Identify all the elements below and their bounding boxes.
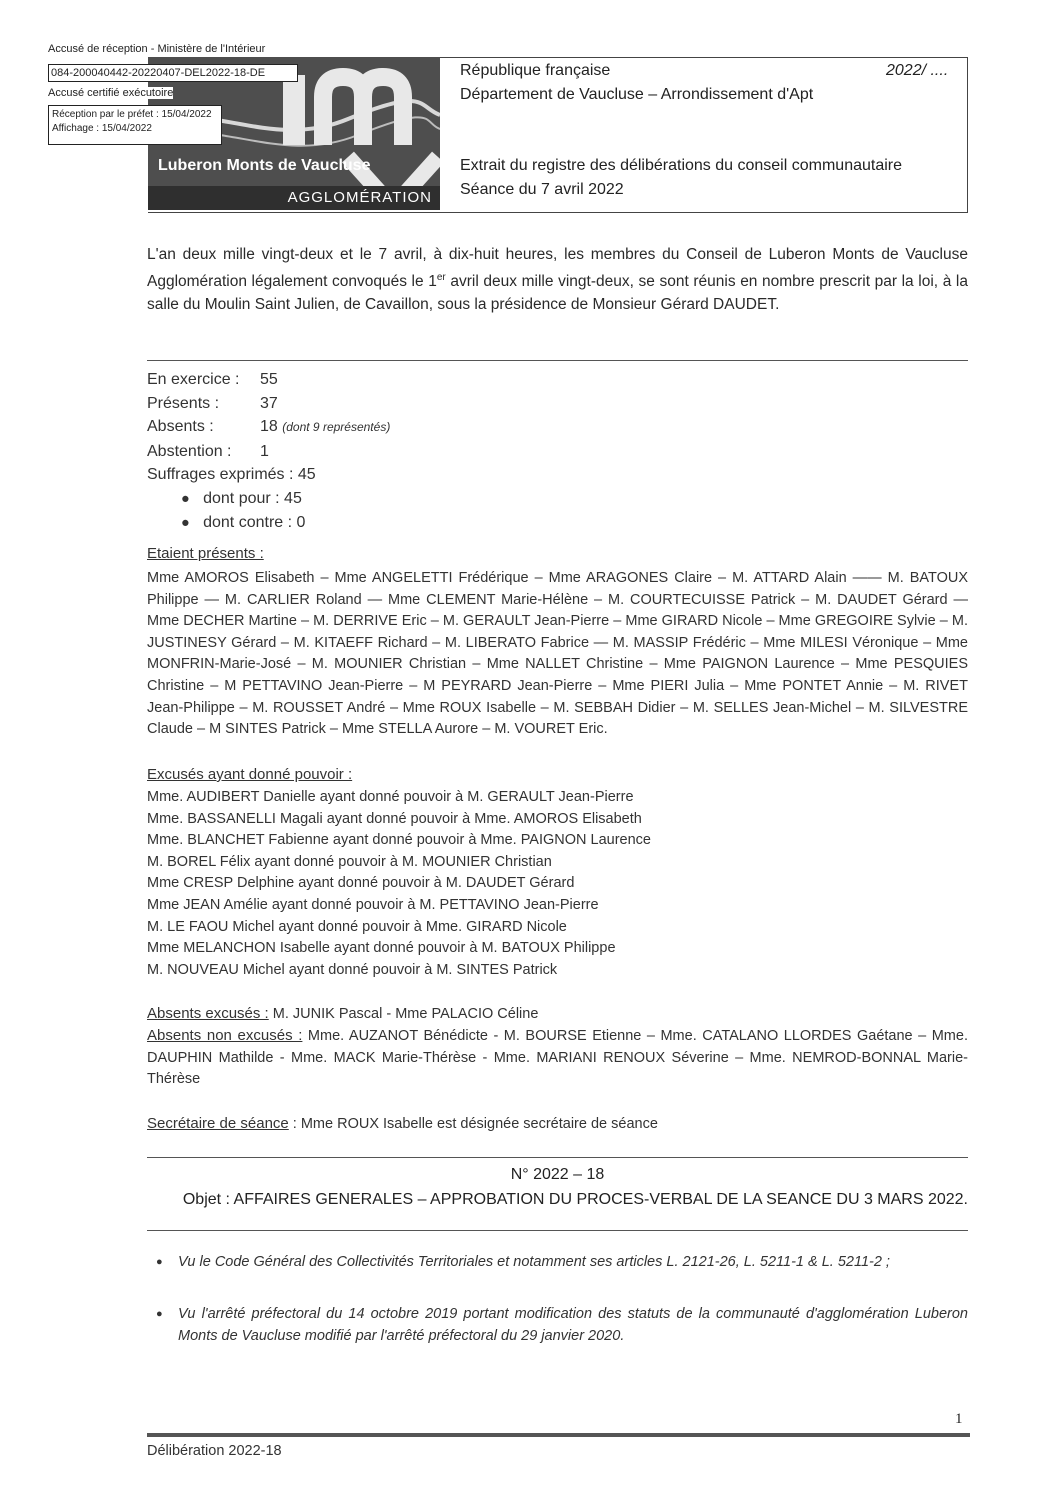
- stamp-id: 084-200040442-20220407-DEL2022-18-DE: [48, 64, 298, 82]
- logo-name: Luberon Monts de Vaucluse: [158, 157, 371, 174]
- visa-item: ● Vu l'arrêté préfectoral du 14 octobre 2019 portant modification des statuts de la communauté d'agglomération Luberon Monts de Vaucluse modifié par l'arrêté préfectoral du 29 janvier 2020.: [156, 1306, 968, 1344]
- stamp-affichage: Affichage : 15/04/2022: [52, 123, 152, 134]
- logo-band: AGGLOMÉRATION: [148, 186, 440, 210]
- pouvoir-item: Mme CRESP Delphine ayant donné pouvoir à M. DAUDET Gérard: [147, 875, 575, 892]
- pouvoir-item: Mme JEAN Amélie ayant donné pouvoir à M. PETTAVINO Jean-Pierre: [147, 896, 599, 913]
- stamp-line1: Accusé de réception - Ministère de l'Intérieur: [48, 43, 266, 55]
- stamp-reception: Réception par le préfet : 15/04/2022: [52, 109, 212, 120]
- republique: République française: [460, 62, 611, 79]
- pouvoirs-title: Excusés ayant donné pouvoir :: [147, 766, 353, 783]
- footer-label: Délibération 2022-18: [147, 1443, 282, 1459]
- pouvoir-item: Mme. BLANCHET Fabienne ayant donné pouvoir à Mme. PAIGNON Laurence: [147, 832, 651, 849]
- secretaire-seance: Secrétaire de séance : Mme ROUX Isabelle est désignée secrétaire de séance: [147, 1115, 658, 1132]
- deliberation-objet: Objet : AFFAIRES GENERALES – APPROBATION DU PROCES-VERBAL DE LA SEANCE DU 3 MARS 2022.: [182, 1191, 968, 1208]
- pouvoir-item: Mme. AUDIBERT Danielle ayant donné pouvoir à M. GERAULT Jean-Pierre: [147, 789, 634, 805]
- footer-rule: [147, 1433, 970, 1437]
- pouvoir-item: M. BOREL Félix ayant donné pouvoir à M. MOUNIER Christian: [147, 853, 552, 870]
- presents-list: Mme AMOROS Elisabeth – Mme ANGELETTI Frédérique – Mme ARAGONES Claire – M. ATTARD Alain —— M. BATOUX Philippe — M. CARLIER Roland — Mme CLEMENT Marie-Hélène – M. COURTECUISSE Patrick – M. DAUDET Gérard — Mme DECHER Martine – M. DERRIVE Eric – M. GERAULT Jean-Pierre – Mme GIRARD Nicole – Mme GREGOIRE Sylvie – M. JUSTINESY Gérard – M. KITAEFF Richard – M. LIBERATO Fabrice — M. MASSIP Frédéric – Mme MILESI Véronique – Mme MONFRIN-Marie-José – M. MOUNIER Christian – Mme NALLET Christine – Mme PAIGNON Laurence – Mme PESQUIES Christine – M PETTAVINO Jean-Pierre – M PEYRARD Jean-Pierre – Mme PIERI Julia – Mme PONTET Annie – M. RIVET Jean-Philippe – M. ROUSSET André – Mme ROUX Isabelle – M. SEBBAH Didier – M. SELLES Jean-Michel – M. SILVESTRE Claude – M SINTES Patrick – Mme STELLA Aurore – M. VOURET Eric.: [147, 570, 968, 738]
- pouvoirs-list: [147, 787, 968, 981]
- bullet-icon: ●: [156, 1256, 163, 1268]
- presents-title: Etaient présents :: [147, 545, 264, 562]
- absents-excuses: Absents excusés : M. JUNIK Pascal - Mme PALACIO Céline: [147, 1005, 539, 1022]
- stamp-line3: Accusé certifié exécutoire: [48, 87, 174, 99]
- absents-non-excuses: Absents non excusés : Mme. AUZANOT Bénédicte - M. BOURSE Etienne – Mme. CATALANO LLORDES Gaétane – Mme. DAUPHIN Mathilde - Mme. MACK Marie-Thérèse - Mme. MARIANI RENOUX Séverine – Mme. NEMROD-BONNAL Marie-Thérèse: [147, 1027, 968, 1088]
- divider-visas: [147, 1230, 968, 1231]
- departement: Département de Vaucluse – Arrondissement d'Apt: [460, 86, 814, 103]
- pouvoir-item: Mme MELANCHON Isabelle ayant donné pouvoir à M. BATOUX Philippe: [147, 940, 616, 957]
- vote-stats: En exercice : 55 Présents : 37 Absents : 18 (dont 9 représentés) Abstention : 1 Suffrages exprimés : 45 ● dont pour : 45 ● dont contre : 0: [147, 371, 391, 531]
- extrait-registre: Extrait du registre des délibérations du conseil communautaire: [460, 157, 903, 174]
- pouvoir-item: Mme. BASSANELLI Magali ayant donné pouvoir à Mme. AMOROS Elisabeth: [147, 810, 642, 827]
- numero-registre: 2022/ ....: [886, 62, 949, 79]
- pouvoir-item: M. LE FAOU Michel ayant donné pouvoir à Mme. GIRARD Nicole: [147, 918, 567, 935]
- stamp-box: [48, 105, 222, 145]
- bullet-icon: ●: [156, 1308, 163, 1320]
- divider-deliberation: [147, 1157, 968, 1158]
- pouvoir-item: M. NOUVEAU Michel ayant donné pouvoir à M. SINTES Patrick: [147, 961, 558, 978]
- seance-date: Séance du 7 avril 2022: [460, 181, 624, 198]
- visa-item: ● Vu le Code Général des Collectivités Territoriales et notamment ses articles L. 2121-26, L. 5211-1 & L. 5211-2 ;: [178, 1252, 968, 1274]
- divider-top: [147, 360, 968, 361]
- page-number: 1: [955, 1411, 963, 1427]
- intro-paragraph: L'an deux mille vingt-deux et le 7 avril, à dix-huit heures, les membres du Conseil de Luberon Monts de Vaucluse Agglomération légalement convoqués le 1er avril deux mille vingt-deux, se sont réunis en nombre prescrit par la loi, à la salle du Moulin Saint Julien, de Cavaillon, sous la présidence de Monsieur Gérard DAUDET.: [147, 246, 968, 314]
- deliberation-numero: N° 2022 – 18: [510, 1166, 605, 1183]
